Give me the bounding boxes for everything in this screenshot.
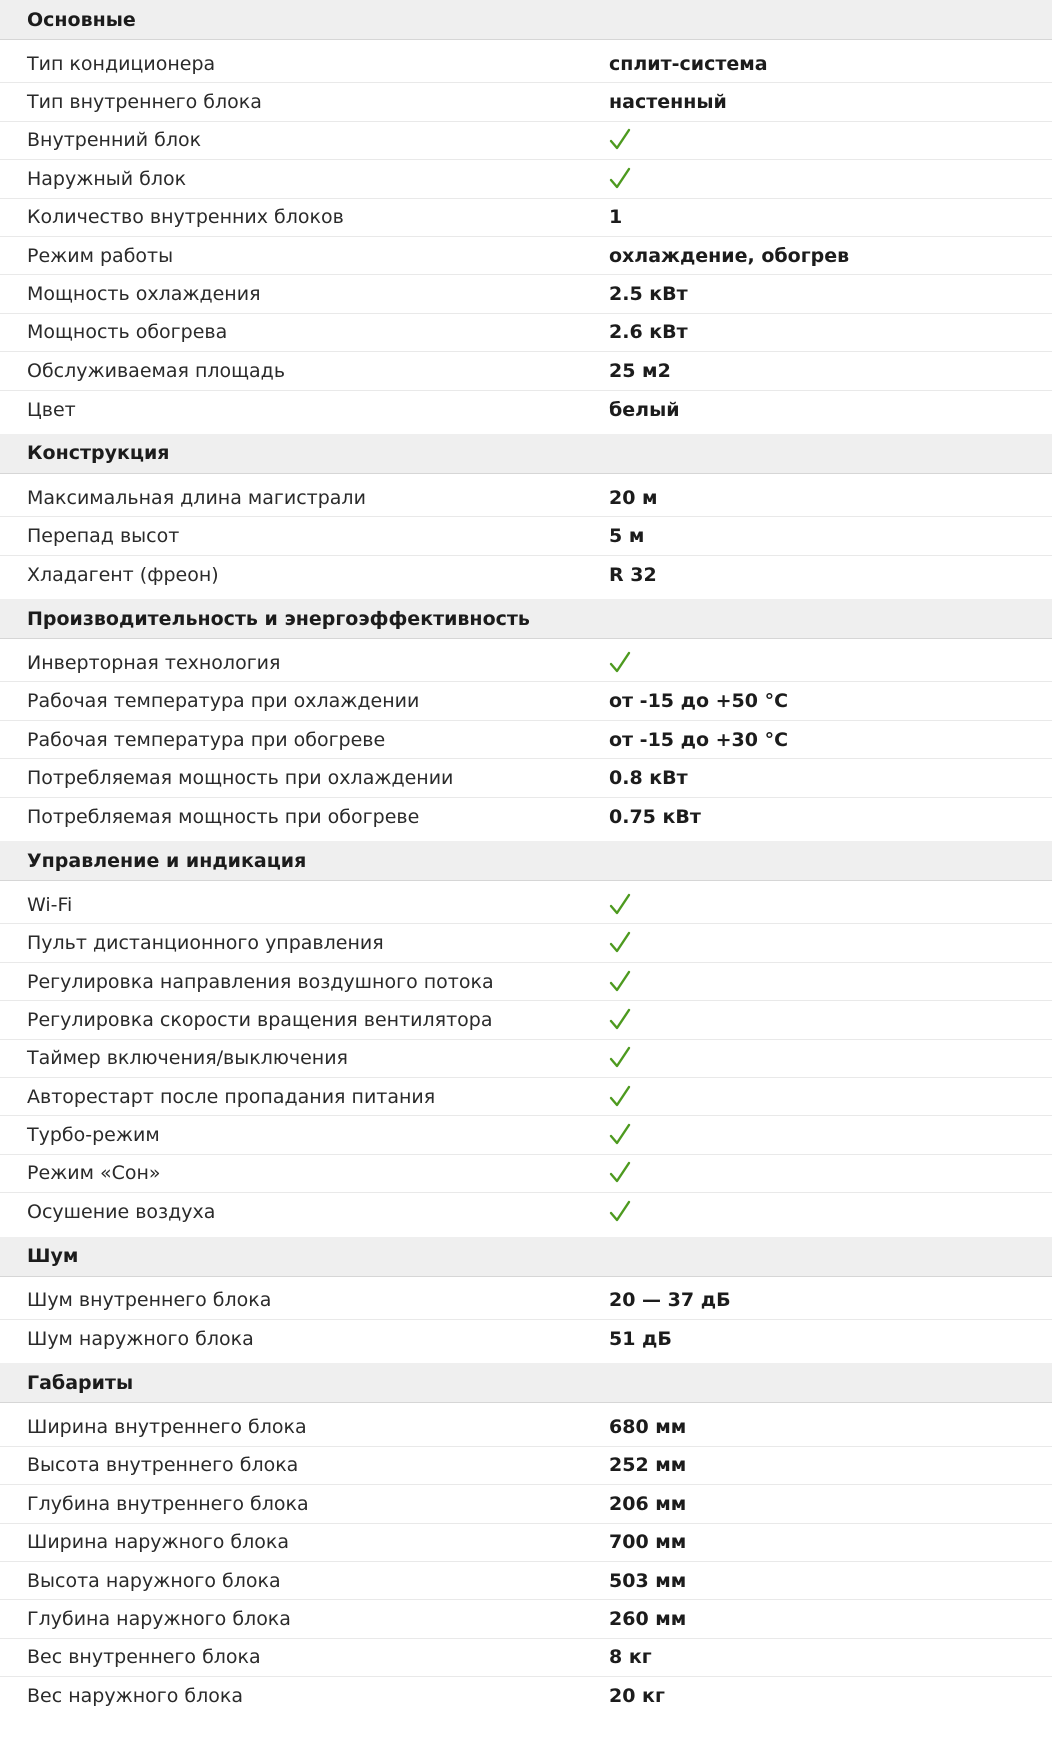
spec-label: Высота внутреннего блока	[27, 1454, 299, 1477]
spec-row	[0, 644, 1052, 682]
section-rows	[0, 639, 1052, 841]
spec-label: Цвет	[27, 398, 76, 421]
spec-row	[0, 1562, 1052, 1600]
spec-value: 260 мм	[609, 1607, 687, 1630]
spec-value-check	[609, 650, 631, 676]
spec-row	[0, 1193, 1052, 1231]
spec-label: Инверторная технология	[27, 651, 281, 674]
spec-label: Режим «Сон»	[27, 1162, 161, 1185]
checkmark-icon	[609, 1007, 631, 1033]
spec-label: Шум наружного блока	[27, 1328, 254, 1351]
spec-row	[0, 352, 1052, 390]
spec-value: настенный	[609, 91, 727, 114]
spec-value: 680 мм	[609, 1416, 687, 1439]
spec-row	[0, 199, 1052, 237]
spec-row	[0, 1447, 1052, 1485]
spec-value: 252 мм	[609, 1454, 687, 1477]
spec-value: 8 кг	[609, 1646, 652, 1669]
spec-value-check	[609, 1045, 631, 1071]
spec-row	[0, 314, 1052, 352]
spec-value: 5 м	[609, 524, 645, 547]
spec-row	[0, 682, 1052, 720]
spec-label: Вес внутреннего блока	[27, 1646, 261, 1669]
spec-label: Тип кондиционера	[27, 52, 216, 75]
spec-label: Регулировка направления воздушного потока	[27, 970, 494, 993]
spec-label: Рабочая температура при обогреве	[27, 728, 386, 751]
spec-section	[0, 841, 1052, 1237]
spec-value: охлаждение, обогрев	[609, 244, 850, 267]
spec-value-check	[609, 166, 631, 192]
spec-row	[0, 924, 1052, 962]
spec-row	[0, 275, 1052, 313]
spec-row	[0, 886, 1052, 924]
section-title: Основные	[0, 0, 1052, 40]
spec-label: Потребляемая мощность при охлаждении	[27, 766, 454, 789]
section-rows	[0, 1277, 1052, 1364]
checkmark-icon	[609, 1045, 631, 1071]
checkmark-icon	[609, 650, 631, 676]
spec-row	[0, 1001, 1052, 1039]
spec-label: Наружный блок	[27, 167, 187, 190]
spec-value: 20 м	[609, 486, 658, 509]
spec-value-check	[609, 1199, 631, 1225]
spec-section	[0, 599, 1052, 841]
spec-value-check	[609, 969, 631, 995]
spec-value: 2.6 кВт	[609, 321, 688, 344]
spec-label: Потребляемая мощность при обогреве	[27, 805, 420, 828]
spec-label: Ширина наружного блока	[27, 1531, 289, 1554]
spec-section	[0, 1363, 1052, 1720]
spec-value-check	[609, 930, 631, 956]
checkmark-icon	[609, 1160, 631, 1186]
spec-row	[0, 1524, 1052, 1562]
spec-row	[0, 45, 1052, 83]
spec-value: 1	[609, 206, 623, 229]
checkmark-icon	[609, 1122, 631, 1148]
spec-label: Шум внутреннего блока	[27, 1289, 272, 1312]
checkmark-icon	[609, 127, 631, 153]
section-title: Габариты	[0, 1363, 1052, 1403]
spec-section	[0, 0, 1052, 434]
section-rows	[0, 881, 1052, 1237]
spec-label: Внутренний блок	[27, 129, 202, 152]
spec-label: Хладагент (фреон)	[27, 563, 219, 586]
spec-label: Максимальная длина магистрали	[27, 486, 366, 509]
spec-value: 25 м2	[609, 359, 671, 382]
spec-row	[0, 1639, 1052, 1677]
spec-value: R 32	[609, 563, 657, 586]
spec-label: Авторестарт после пропадания питания	[27, 1085, 436, 1108]
checkmark-icon	[609, 1084, 631, 1110]
spec-label: Мощность обогрева	[27, 321, 228, 344]
spec-value: 2.5 кВт	[609, 283, 688, 306]
spec-value: 700 мм	[609, 1531, 687, 1554]
spec-label: Высота наружного блока	[27, 1569, 281, 1592]
spec-value-check	[609, 1084, 631, 1110]
section-title: Управление и индикация	[0, 841, 1052, 881]
checkmark-icon	[609, 930, 631, 956]
spec-row	[0, 391, 1052, 429]
spec-value: 20 — 37 дБ	[609, 1289, 731, 1312]
checkmark-icon	[609, 892, 631, 918]
spec-label: Осушение воздуха	[27, 1201, 216, 1224]
spec-row	[0, 1408, 1052, 1446]
spec-row	[0, 963, 1052, 1001]
spec-value: 20 кг	[609, 1685, 665, 1708]
checkmark-icon	[609, 1199, 631, 1225]
spec-value: 0.75 кВт	[609, 805, 701, 828]
spec-row	[0, 1677, 1052, 1715]
section-title: Шум	[0, 1237, 1052, 1277]
spec-label: Количество внутренних блоков	[27, 206, 344, 229]
spec-label: Обслуживаемая площадь	[27, 359, 286, 382]
spec-row	[0, 1116, 1052, 1154]
spec-value: 0.8 кВт	[609, 766, 688, 789]
spec-label: Ширина внутреннего блока	[27, 1416, 307, 1439]
spec-row	[0, 798, 1052, 836]
spec-label: Глубина внутреннего блока	[27, 1492, 309, 1515]
spec-label: Тип внутреннего блока	[27, 91, 262, 114]
spec-value-check	[609, 1122, 631, 1148]
spec-value: от -15 до +50 °C	[609, 690, 789, 713]
spec-label: Глубина наружного блока	[27, 1607, 291, 1630]
spec-label: Мощность охлаждения	[27, 283, 261, 306]
section-title: Конструкция	[0, 434, 1052, 474]
spec-row	[0, 479, 1052, 517]
spec-value-check	[609, 127, 631, 153]
spec-label: Регулировка скорости вращения вентилятора	[27, 1008, 493, 1031]
spec-value: белый	[609, 398, 680, 421]
spec-value-check	[609, 892, 631, 918]
spec-label: Вес наружного блока	[27, 1685, 243, 1708]
spec-row	[0, 721, 1052, 759]
spec-label: Перепад высот	[27, 524, 180, 547]
spec-row	[0, 1078, 1052, 1116]
spec-label: Wi-Fi	[27, 893, 73, 916]
spec-label: Рабочая температура при охлаждении	[27, 690, 420, 713]
spec-row	[0, 1600, 1052, 1638]
checkmark-icon	[609, 969, 631, 995]
spec-row	[0, 83, 1052, 121]
section-rows	[0, 40, 1052, 434]
spec-row	[0, 517, 1052, 555]
section-rows	[0, 474, 1052, 599]
spec-row	[0, 556, 1052, 594]
spec-value: 206 мм	[609, 1492, 687, 1515]
spec-row	[0, 759, 1052, 797]
spec-row	[0, 237, 1052, 275]
spec-row	[0, 160, 1052, 198]
spec-row	[0, 1485, 1052, 1523]
spec-row	[0, 1155, 1052, 1193]
checkmark-icon	[609, 166, 631, 192]
spec-value: сплит-система	[609, 52, 768, 75]
section-rows	[0, 1403, 1052, 1720]
spec-row	[0, 1040, 1052, 1078]
spec-row	[0, 1320, 1052, 1358]
spec-row	[0, 1282, 1052, 1320]
spec-section	[0, 1237, 1052, 1364]
spec-value-check	[609, 1007, 631, 1033]
spec-label: Таймер включения/выключения	[27, 1047, 348, 1070]
spec-value: от -15 до +30 °C	[609, 728, 789, 751]
spec-value-check	[609, 1160, 631, 1186]
spec-section	[0, 434, 1052, 599]
spec-value: 51 дБ	[609, 1328, 672, 1351]
spec-label: Пульт дистанционного управления	[27, 932, 384, 955]
spec-row	[0, 122, 1052, 160]
section-title: Производительность и энергоэффективность	[0, 599, 1052, 639]
spec-value: 503 мм	[609, 1569, 687, 1592]
spec-label: Режим работы	[27, 244, 174, 267]
spec-label: Турбо-режим	[27, 1124, 160, 1147]
